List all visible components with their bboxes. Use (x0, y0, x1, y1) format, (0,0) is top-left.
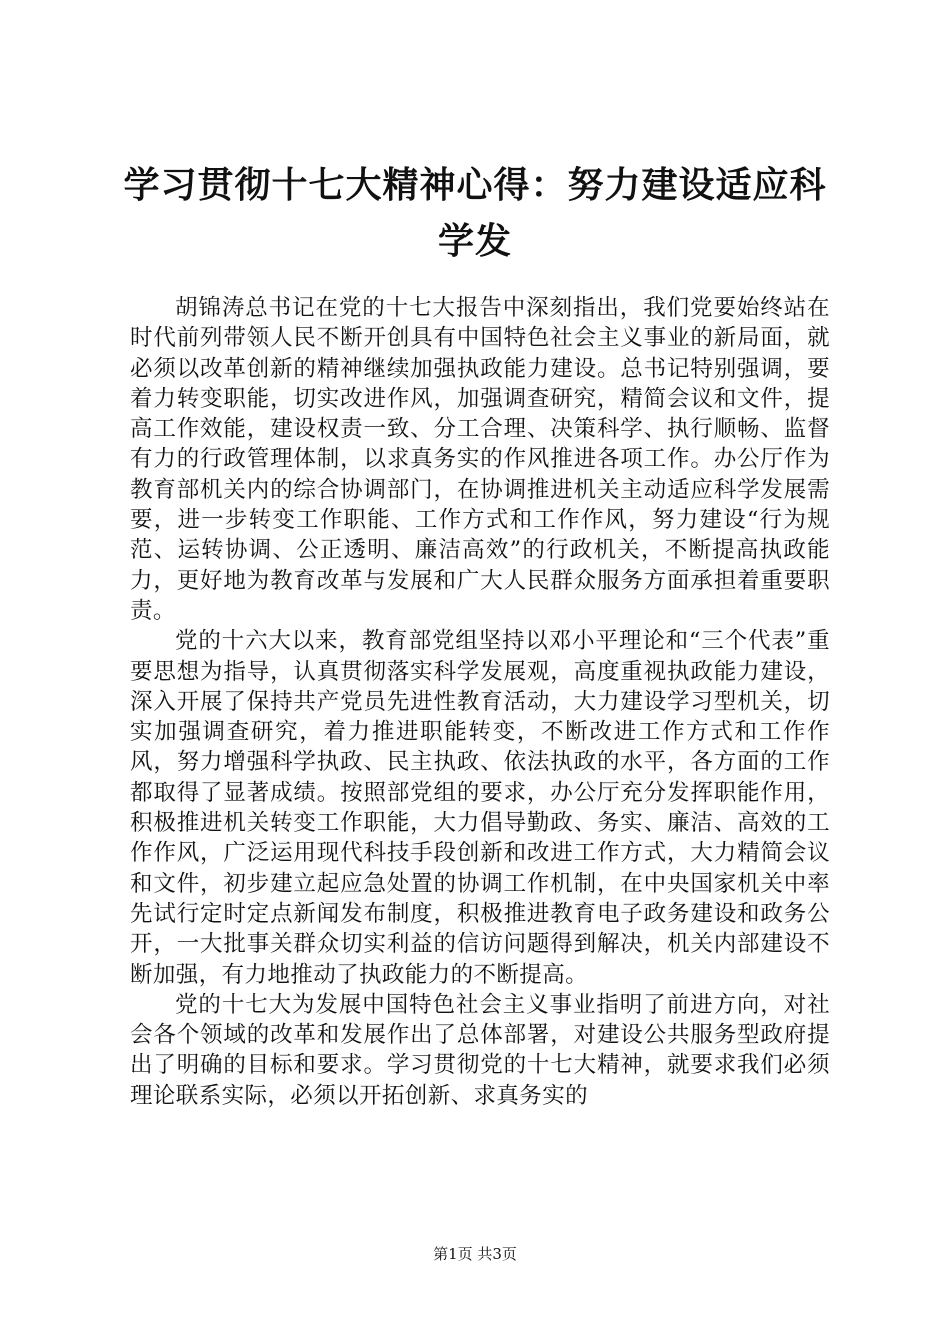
document-title: 学习贯彻十七大精神心得：努力建设适应科学发 (123, 165, 827, 262)
document-body (130, 293, 830, 1111)
body-paragraph: 胡锦涛总书记在党的十七大报告中深刻指出，我们党要始终站在时代前列带领人民不断开创具有中国特色社会主义事业的新局面，就必须以改革创新的精神继续加强执政能力建设。总书记特别强调，要着力转变职能，切实改进作风，加强调查研究，精简会议和文件，提高工作效能，建设权责一致、分工合理、决策科学、执行顺畅、监督有力的行政管理体制，以求真务实的作风推进各项工作。办公厅作为教育部机关内的综合协调部门，在协调推进机关主动适应科学发展需要，进一步转变工作职能、工作方式和工作作风，努力建设“行为规范、运转协调、公正透明、廉洁高效”的行政机关，不断提高执政能力，更好地为教育改革与发展和广大人民群众服务方面承担着重要职责。 (130, 295, 830, 624)
page-number-footer: 第1页 共3页 (433, 1245, 517, 1263)
body-paragraph: 党的十七大为发展中国特色社会主义事业指明了前进方向，对社会各个领域的改革和发展作出了总体部署，对建设公共服务型政府提出了明确的目标和要求。学习贯彻党的十七大精神，就要求我们必须理论联系实际，必须以开拓创新、求真务实的 (130, 991, 830, 1109)
body-paragraph: 党的十六大以来，教育部党组坚持以邓小平理论和“三个代表”重要思想为指导，认真贯彻落实科学发展观，高度重视执政能力建设，深入开展了保持共产党员先进性教育活动，大力建设学习型机关，切实加强调查研究，着力推进职能转变，不断改进工作方式和工作作风，努力增强科学执政、民主执政、依法执政的水平，各方面的工作都取得了显著成绩。按照部党组的要求，办公厅充分发挥职能作用，积极推进机关转变工作职能，大力倡导勤政、务实、廉洁、高效的工作作风，广泛运用现代科技手段创新和改进工作方式，大力精简会议和文件，初步建立起应急处置的协调工作机制，在中央国家机关中率先试行定时定点新闻发布制度，积极推进教育电子政务建设和政务公开，一大批事关群众切实利益的信访问题得到解决，机关内部建设不断加强，有力地推动了执政能力的不断提高。 (130, 628, 830, 988)
